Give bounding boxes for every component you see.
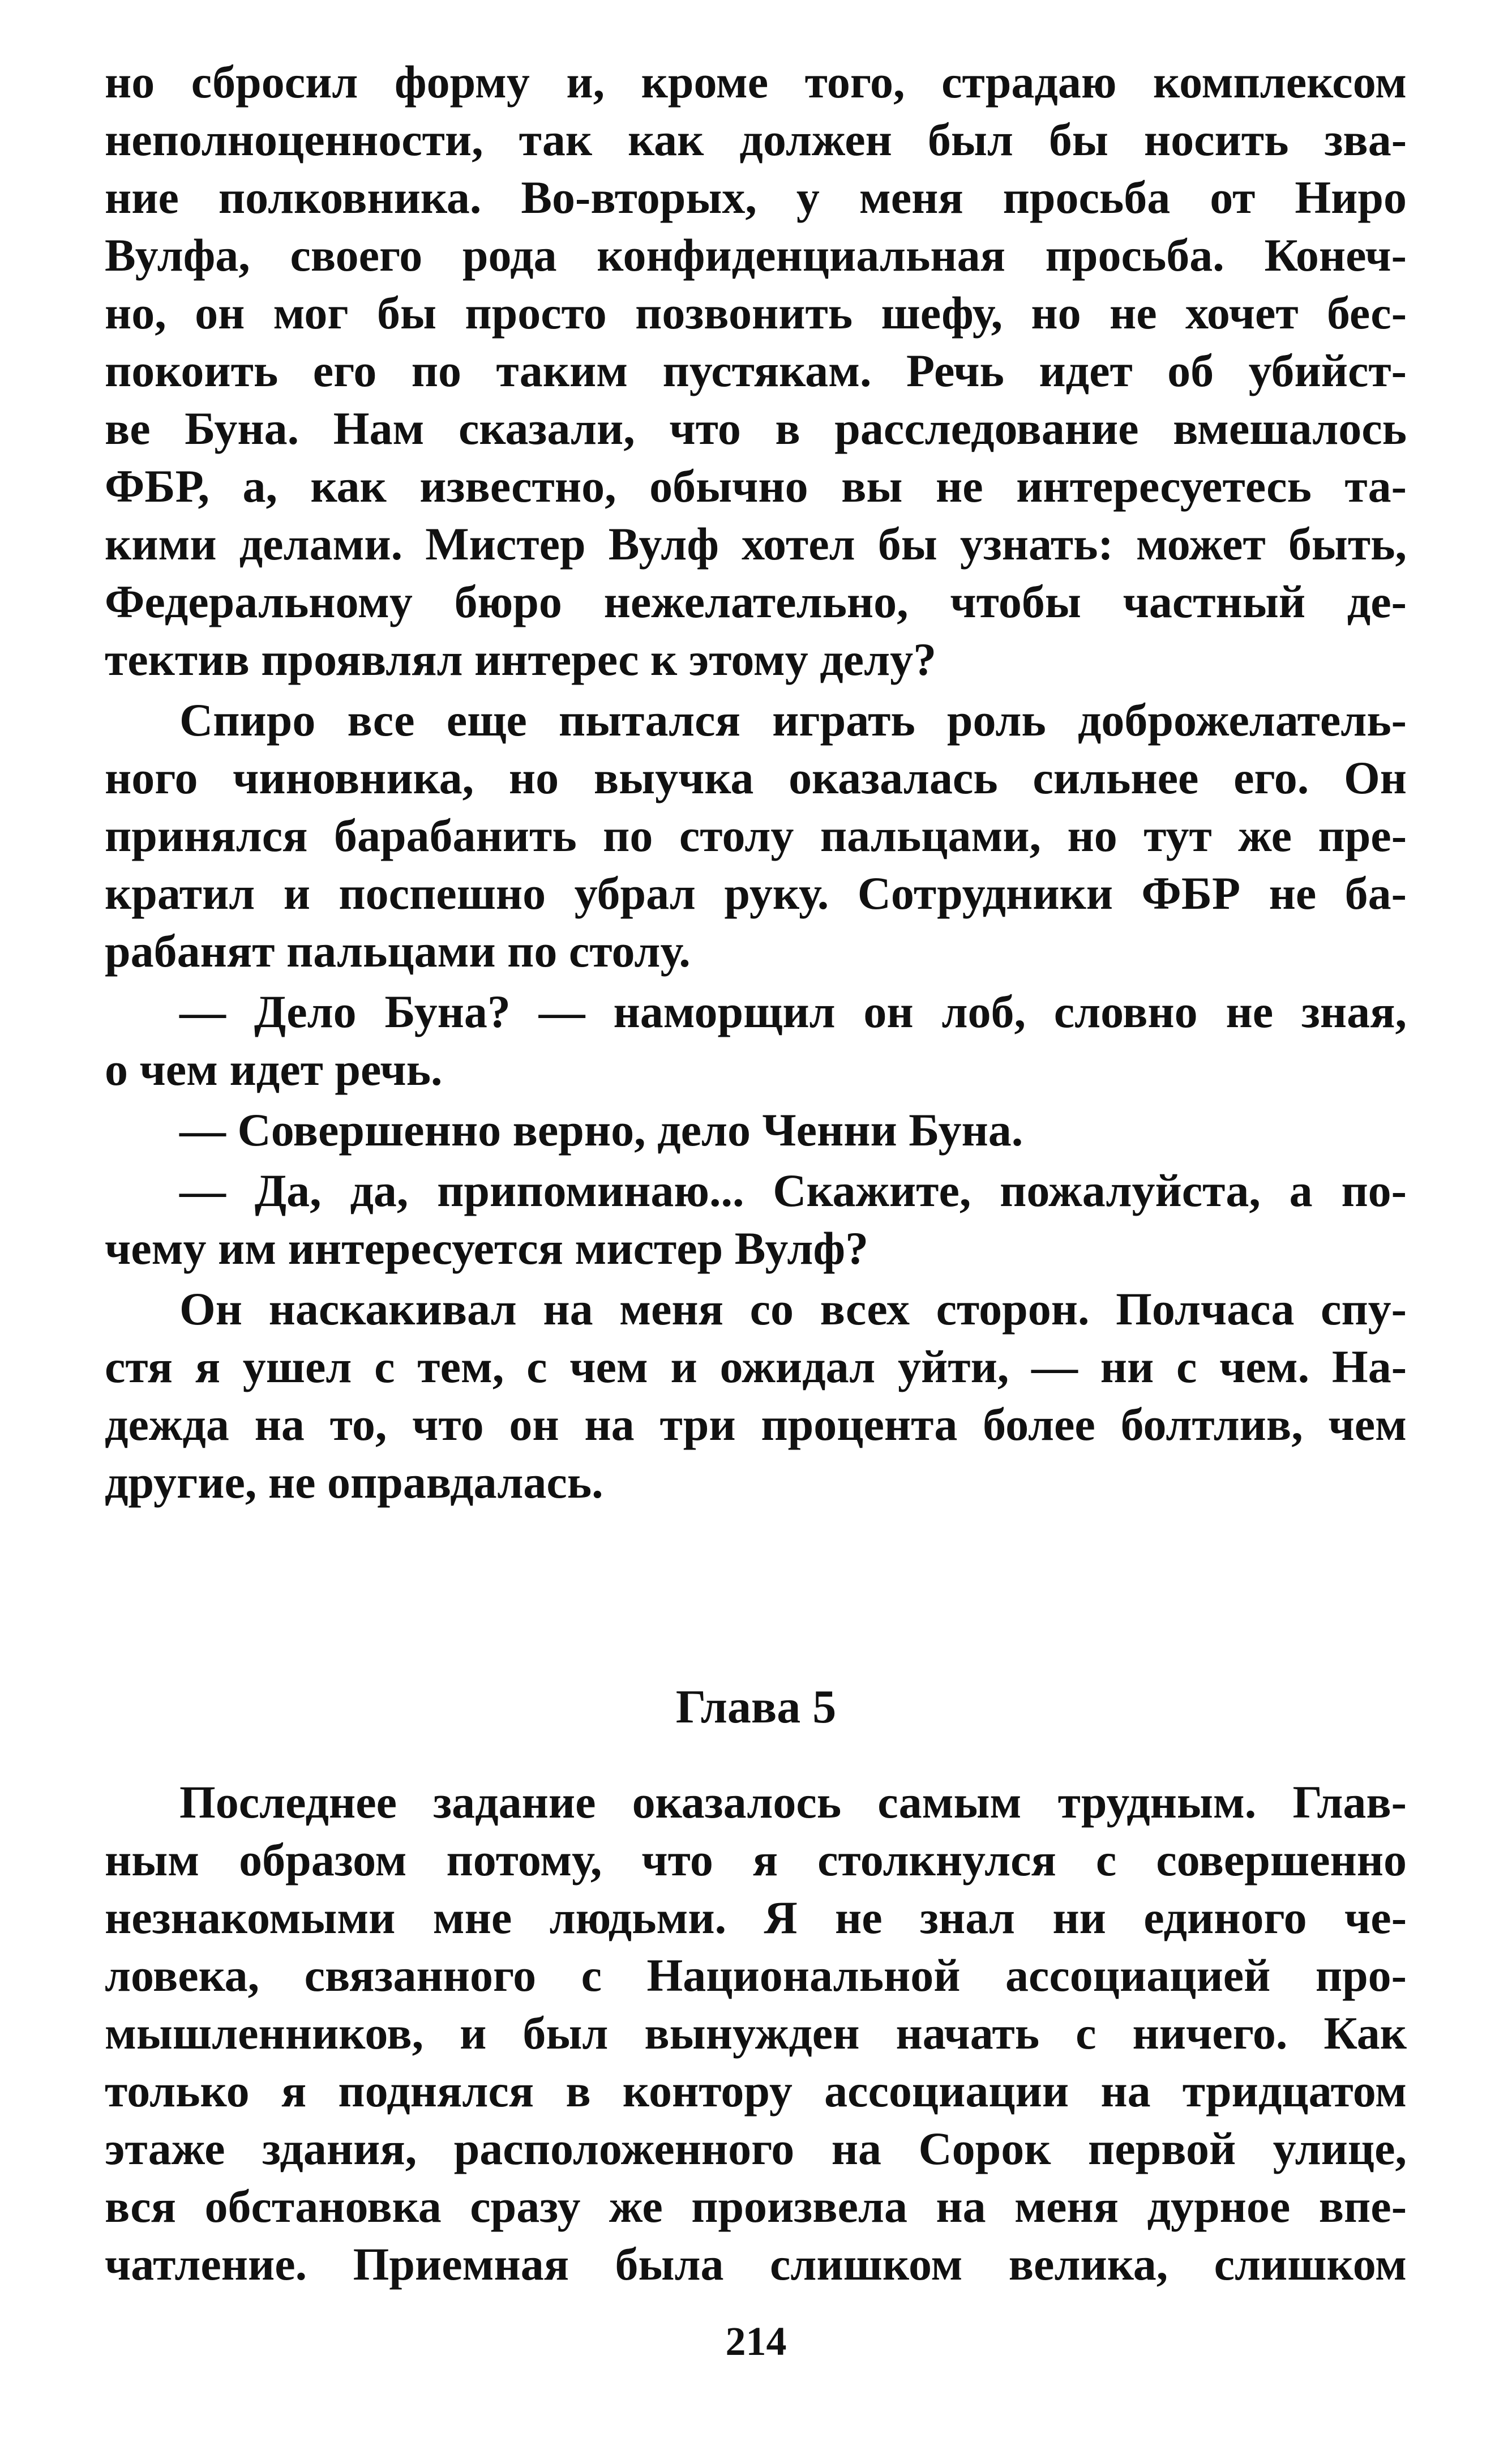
text-line: но, он мог бы просто позвонить шефу, но не хочет бес-	[105, 287, 1407, 339]
text-line: ловека, связанного с Национальной ассоциацией про-	[105, 1949, 1407, 2001]
text-line: дежда на то, что он на три процента более болтлив, чем	[105, 1399, 1407, 1450]
text-line: — Совершенно верно, дело Ченни Буна.	[179, 1104, 1023, 1156]
text-line: тектив проявлял интерес к этому делу?	[105, 634, 937, 685]
text-line: ным образом потому, что я столкнулся с совершенно	[105, 1834, 1407, 1886]
text-line: Последнее задание оказалось самым трудным. Глав-	[179, 1776, 1407, 1828]
text-line: — Дело Буна? — наморщил он лоб, словно не зная,	[179, 986, 1407, 1037]
text-line: другие, не оправдалась.	[105, 1456, 603, 1508]
text-line: покоить его по таким пустякам. Речь идет об убийст-	[105, 345, 1407, 396]
text-line: кими делами. Мистер Вулф хотел бы узнать: может быть,	[105, 518, 1407, 570]
text-line: — Да, да, припоминаю... Скажите, пожалуйста, а по-	[179, 1165, 1407, 1216]
text-line: кратил и поспешно убрал руку. Сотрудники ФБР не ба-	[105, 867, 1407, 919]
chapter-heading: Глава 5	[675, 1681, 837, 1733]
text-line: ФБР, а, как известно, обычно вы не интересуетесь та-	[105, 460, 1407, 512]
text-line: неполноценности, так как должен был бы носить зва-	[105, 114, 1407, 165]
page-number: 214	[725, 2319, 787, 2364]
text-line: вся обстановка сразу же произвела на меня дурное впе-	[105, 2181, 1407, 2232]
text-line: принялся барабанить по столу пальцами, но тут же пре-	[105, 810, 1407, 861]
text-line: только я поднялся в контору ассоциации на тридцатом	[105, 2065, 1407, 2117]
text-line: Вулфа, своего рода конфиденциальная просьба. Конеч-	[105, 229, 1407, 281]
text-line: незнакомыми мне людьми. Я не знал ни единого че-	[105, 1892, 1407, 1943]
text-line: ве Буна. Нам сказали, что в расследование вмешалось	[105, 403, 1407, 454]
text-line: ного чиновника, но выучка оказалась сильнее его. Он	[105, 752, 1407, 803]
text-line: чему им интересуется мистер Вулф?	[105, 1222, 869, 1274]
text-line: стя я ушел с тем, с чем и ожидал уйти, — ни с чем. На-	[105, 1341, 1407, 1392]
text-line: Спиро все еще пытался играть роль доброжелатель-	[179, 694, 1407, 746]
text-line: ние полковника. Во-вторых, у меня просьба от Ниро	[105, 172, 1407, 223]
text-line: чатление. Приемная была слишком велика, слишком	[105, 2238, 1407, 2290]
text-line: рабанят пальцами по столу.	[105, 925, 691, 977]
text-line: Он наскакивал на меня со всех сторон. Полчаса спу-	[179, 1283, 1407, 1335]
text-line: о чем идет речь.	[105, 1044, 443, 1095]
text-line: Федеральному бюро нежелательно, чтобы частный де-	[105, 576, 1407, 627]
text-line: мышленников, и был вынужден начать с ничего. Как	[105, 2007, 1407, 2059]
text-line: этаже здания, расположенного на Сорок первой улице,	[105, 2123, 1407, 2174]
text-line: но сбросил форму и, кроме того, страдаю комплексом	[105, 56, 1407, 108]
